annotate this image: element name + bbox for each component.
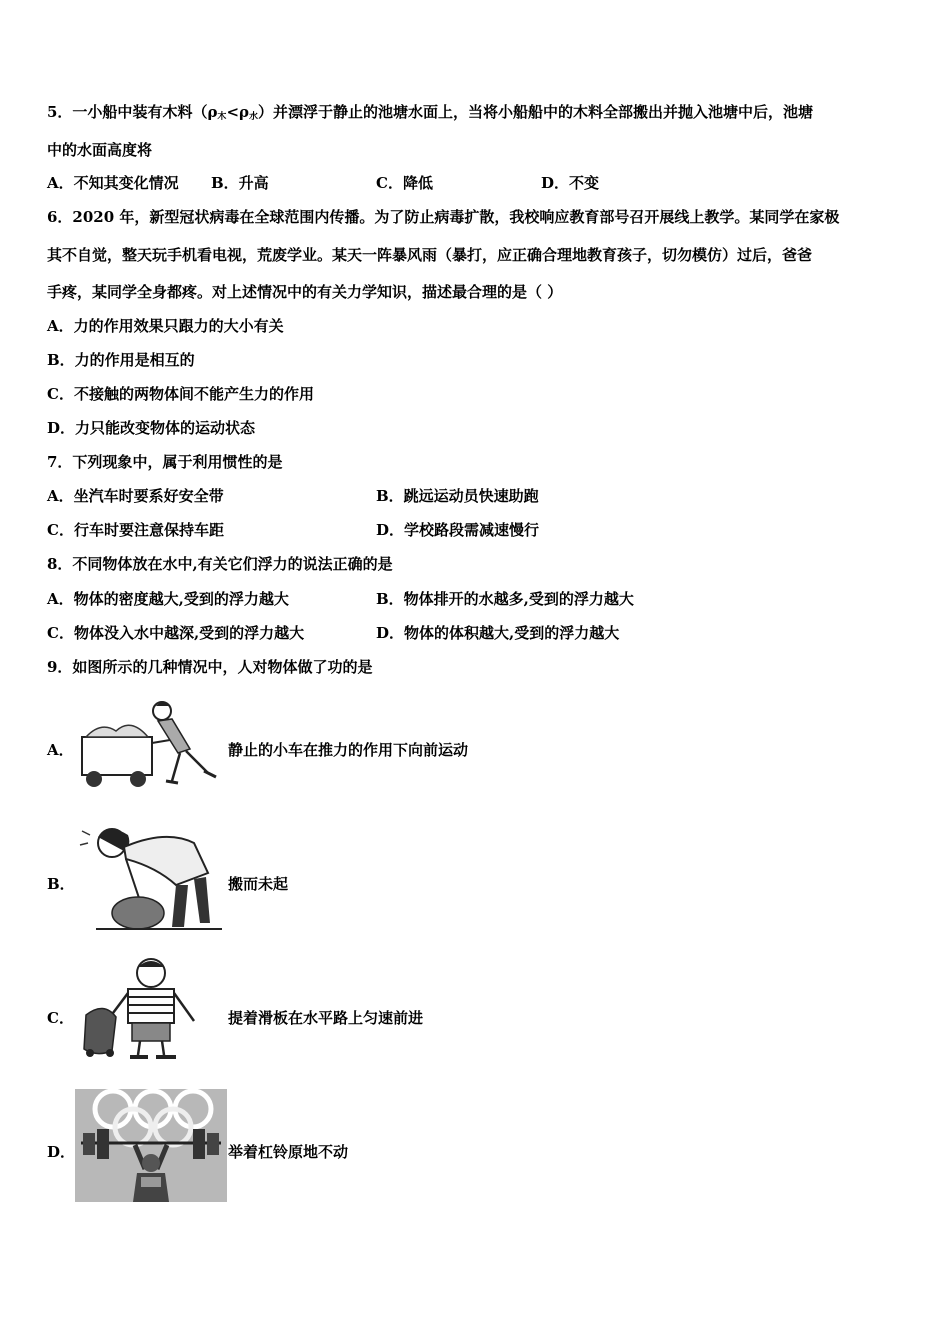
q6-option-c: C．不接触的两物体间不能产生力的作用 [47,385,314,403]
lifting-figure [76,823,226,933]
weightlifter-photo [75,1089,227,1202]
q5-option-a: A．不知其变化情况 [47,174,179,192]
q5-option-c: C．降低 [376,174,433,192]
q7-option-d: D．学校路段需减速慢行 [376,521,540,539]
q5-sub-water: 水 [248,112,258,122]
skateboard-carrier-figure [76,955,226,1065]
q9-option-b-text: 搬而未起 [228,875,289,893]
q9-stem: 9．如图所示的几种情况中，人对物体做了功的是 [47,658,373,676]
q5-option-d: D．不变 [541,174,600,192]
q6-option-a: A．力的作用效果只跟力的大小有关 [47,317,284,335]
q9-option-d-text: 举着杠铃原地不动 [228,1143,349,1161]
q5-option-b: B．升高 [211,174,269,192]
pushing-cart-figure [76,697,226,792]
q8-option-a: A．物体的密度越大,受到的浮力越大 [47,590,289,608]
q7-stem: 7．下列现象中，属于利用惯性的是 [47,453,283,471]
q5-sub-wood: 木 [217,112,227,122]
q6-stem-line3: 手疼，某同学全身都疼。对上述情况中的有关力学知识，描述最合理的是（ ） [47,283,563,301]
q8-option-b: B．物体排开的水越多,受到的浮力越大 [376,590,634,608]
q8-option-c: C．物体没入水中越深,受到的浮力越大 [47,624,305,642]
q8-option-d: D．物体的体积越大,受到的浮力越大 [376,624,620,642]
q8-stem: 8．不同物体放在水中,有关它们浮力的说法正确的是 [47,555,393,573]
q6-stem-line2: 其不自觉，整天玩手机看电视，荒废学业。某天一阵暴风雨（暴打，应正确合理地教育孩子，切勿模仿）过后，爸爸 [47,246,813,264]
q9-option-d-letter: D． [47,1143,76,1161]
q9-option-a-text: 静止的小车在推力的作用下向前运动 [228,741,469,759]
q9-option-b-letter: B． [47,875,75,893]
q6-option-b: B．力的作用是相互的 [47,351,195,369]
q9-option-c-text: 提着滑板在水平路上匀速前进 [228,1009,424,1027]
q7-option-a: A．坐汽车时要系好安全带 [47,487,224,505]
q7-option-b: B．跳远运动员快速助跑 [376,487,539,505]
q7-option-c: C．行车时要注意保持车距 [47,521,224,539]
q6-option-d: D．力只能改变物体的运动状态 [47,419,256,437]
q9-option-c-letter: C． [47,1009,74,1027]
q5-stem-line1: 5．一小船中装有木料$(\rho_木<\rho_水)$并漂浮于静止的池塘水面上，当将小船船中的木料全部搬出并抛入池塘中后，池塘 [47,103,814,122]
q6-stem-line1: 6．2020 年，新型冠状病毒在全球范围内传播。为了防止病毒扩散，我校响应教育部号召开展线上教学。某同学在家极 [47,208,840,226]
q5-stem-line2: 中的水面高度将 [47,141,153,159]
q9-option-a-letter: A． [47,741,74,759]
